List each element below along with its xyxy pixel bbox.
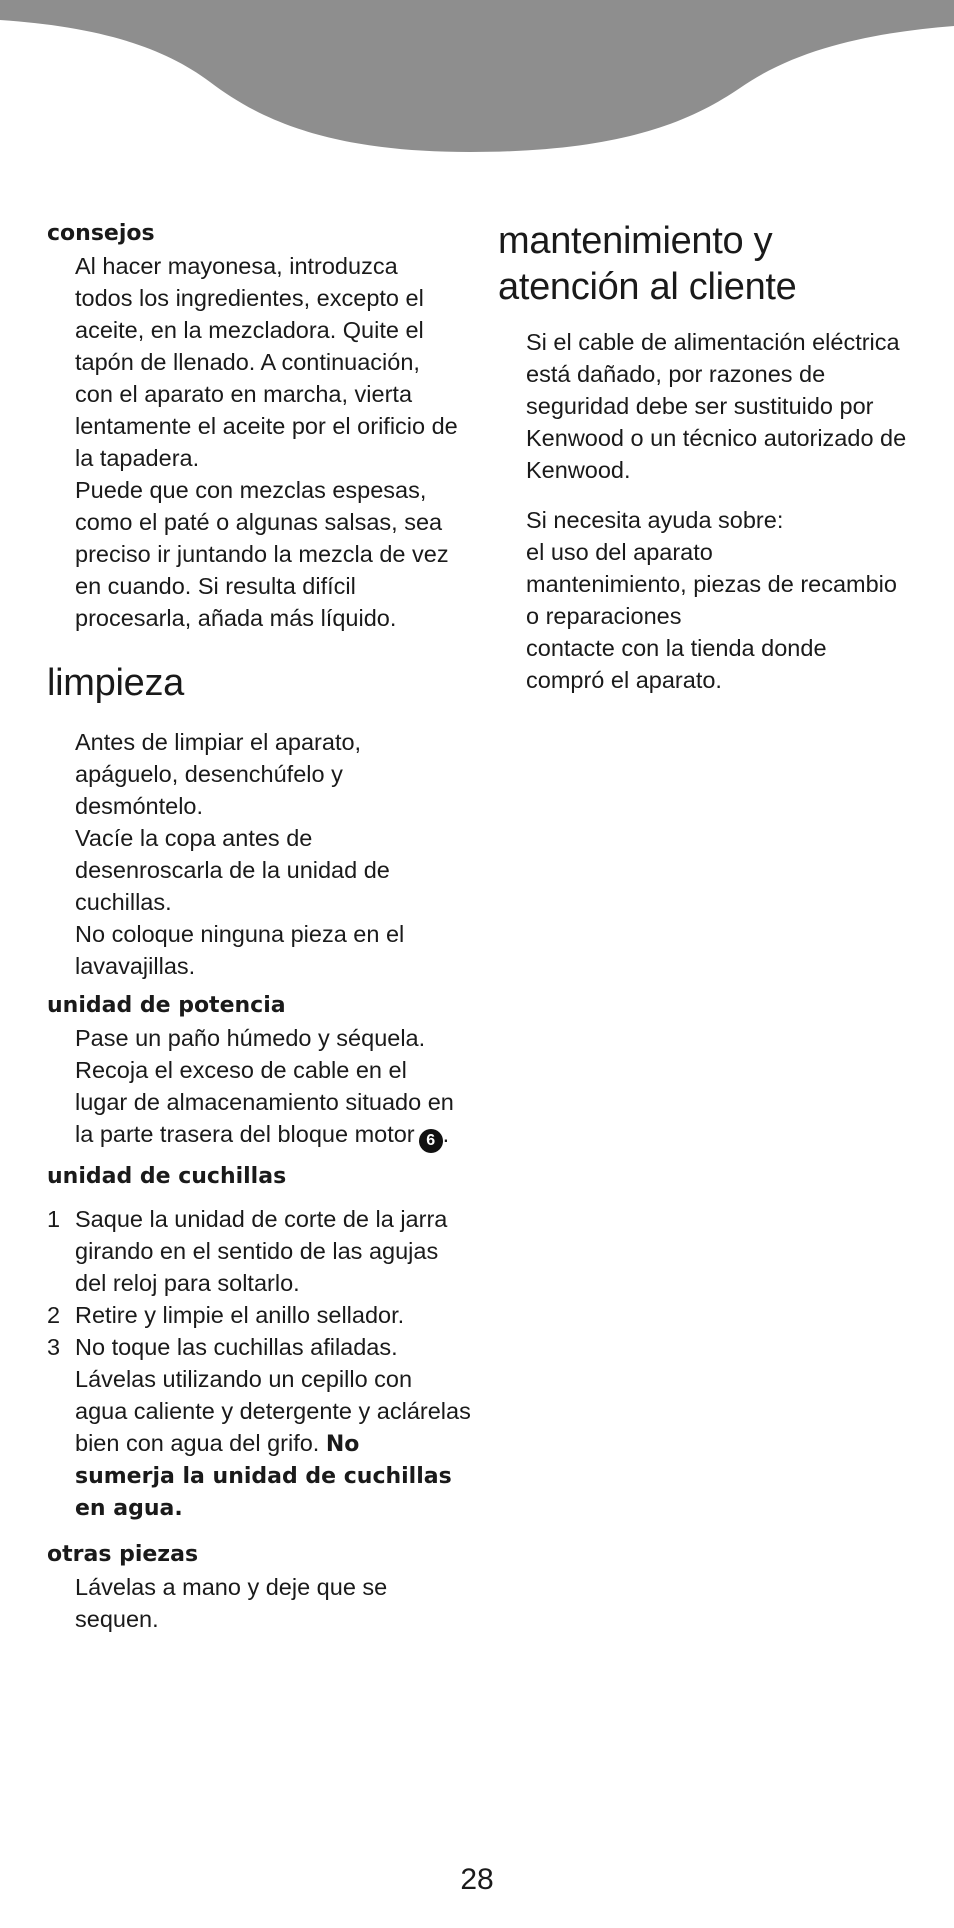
text-line: como el paté o algunas salsas, sea: [75, 509, 443, 535]
text-line: Recoja el exceso de cable en el: [75, 1057, 407, 1083]
text-line: Vacíe la copa antes de: [75, 825, 313, 851]
text-line: lugar de almacenamiento situado en: [75, 1089, 454, 1115]
text-line: lavavajillas.: [75, 953, 196, 979]
text-line: Si el cable de alimentación eléctrica: [526, 329, 900, 355]
text-line-mixed: [75, 1427, 477, 1461]
text-line: aceite, en la mezcladora. Quite el: [75, 317, 424, 343]
text-line: Antes de limpiar el aparato,: [75, 729, 362, 755]
text-line: está dañado, por razones de: [526, 361, 826, 387]
consejos-heading: consejos: [47, 221, 155, 246]
mantenimiento-title: [498, 218, 928, 310]
header-wave-decoration: [0, 0, 954, 160]
step-number: 3: [47, 1334, 61, 1360]
text-line: seguridad debe ser sustituido por: [526, 393, 874, 419]
warning-text: No: [325, 1432, 360, 1457]
limpieza-text: [75, 726, 477, 982]
potencia-section: [47, 990, 477, 1153]
text-line: en cuando. Si resulta difícil: [75, 573, 356, 599]
text-line: tapón de llenado. A continuación,: [75, 349, 420, 375]
text-fragment: .: [442, 1121, 450, 1147]
text-line: desmóntelo.: [75, 793, 204, 819]
text-line: Puede que con mezclas espesas,: [75, 477, 427, 503]
figure-reference-badge: 6: [419, 1129, 443, 1153]
otras-heading: otras piezas: [47, 1542, 199, 1567]
header-wave-shape: [0, 0, 954, 152]
warning-text: en agua.: [75, 1496, 183, 1521]
left-column: [47, 218, 477, 1635]
text-line: contacte con la tienda donde: [526, 635, 827, 661]
text-line: el uso del aparato: [526, 539, 713, 565]
text-line: Pase un paño húmedo y séquela.: [75, 1025, 426, 1051]
text-line: agua caliente y detergente y aclárelas: [75, 1398, 471, 1424]
text-line: la tapadera.: [75, 445, 200, 471]
page-number: 28: [460, 1863, 494, 1896]
text-line: girando en el sentido de las agujas: [75, 1238, 439, 1264]
title-line: atención al cliente: [498, 266, 797, 308]
text-line: Saque la unidad de corte de la jarra: [75, 1206, 448, 1232]
text-line: No coloque ninguna pieza en el: [75, 921, 405, 947]
otras-text: [75, 1571, 477, 1635]
text-line: lentamente el aceite por el orificio de: [75, 413, 458, 439]
text-line: desenroscarla de la unidad de: [75, 857, 390, 883]
limpieza-section: [47, 660, 477, 982]
text-line: del reloj para soltarlo.: [75, 1270, 300, 1296]
text-line: compró el aparato.: [526, 667, 722, 693]
text-line: Al hacer mayonesa, introduzca: [75, 253, 398, 279]
step-number: 2: [47, 1302, 61, 1328]
title-line: mantenimiento y: [498, 220, 773, 262]
text-line: Lávelas utilizando un cepillo con: [75, 1366, 413, 1392]
help-paragraph: [526, 504, 928, 696]
text-line: preciso ir juntando la mezcla de vez: [75, 541, 449, 567]
cable-warning-paragraph: [526, 326, 928, 486]
numbered-step: [47, 1299, 477, 1331]
potencia-heading: unidad de potencia: [47, 993, 286, 1018]
text-line: cuchillas.: [75, 889, 172, 915]
potencia-text: [75, 1022, 477, 1153]
numbered-step: [47, 1331, 477, 1525]
warning-text: sumerja la unidad de cuchillas: [75, 1464, 452, 1489]
step-text: [75, 1331, 477, 1525]
text-line-with-figure-ref: [75, 1118, 477, 1153]
limpieza-title: limpieza: [47, 662, 184, 704]
text-line: Kenwood o un técnico autorizado de: [526, 425, 907, 451]
text-line: No toque las cuchillas afiladas.: [75, 1334, 398, 1360]
numbered-step: [47, 1203, 477, 1299]
text-line: todos los ingredientes, excepto el: [75, 285, 424, 311]
text-line: Lávelas a mano y deje que se: [75, 1574, 388, 1600]
text-fragment: la parte trasera del bloque motor: [75, 1121, 415, 1147]
text-line: Retire y limpie el anillo sellador.: [75, 1302, 405, 1328]
text-line: apáguelo, desenchúfelo y: [75, 761, 343, 787]
text-line: mantenimiento, piezas de recambio: [526, 571, 897, 597]
right-column: [498, 218, 928, 696]
text-line: Kenwood.: [526, 457, 631, 483]
text-fragment: bien con agua del grifo.: [75, 1430, 320, 1456]
cuchillas-section: [47, 1161, 477, 1525]
cuchillas-heading: unidad de cuchillas: [47, 1164, 287, 1189]
text-line: sequen.: [75, 1606, 159, 1632]
text-line: Si necesita ayuda sobre:: [526, 507, 784, 533]
step-text: [75, 1203, 477, 1299]
text-line: con el aparato en marcha, vierta: [75, 381, 413, 407]
consejos-text: [75, 250, 477, 634]
text-line: procesarla, añada más líquido.: [75, 605, 397, 631]
consejos-section: [47, 218, 477, 634]
step-number: 1: [47, 1206, 61, 1232]
text-line: o reparaciones: [526, 603, 682, 629]
otras-section: [47, 1539, 477, 1635]
step-text: [75, 1299, 477, 1331]
